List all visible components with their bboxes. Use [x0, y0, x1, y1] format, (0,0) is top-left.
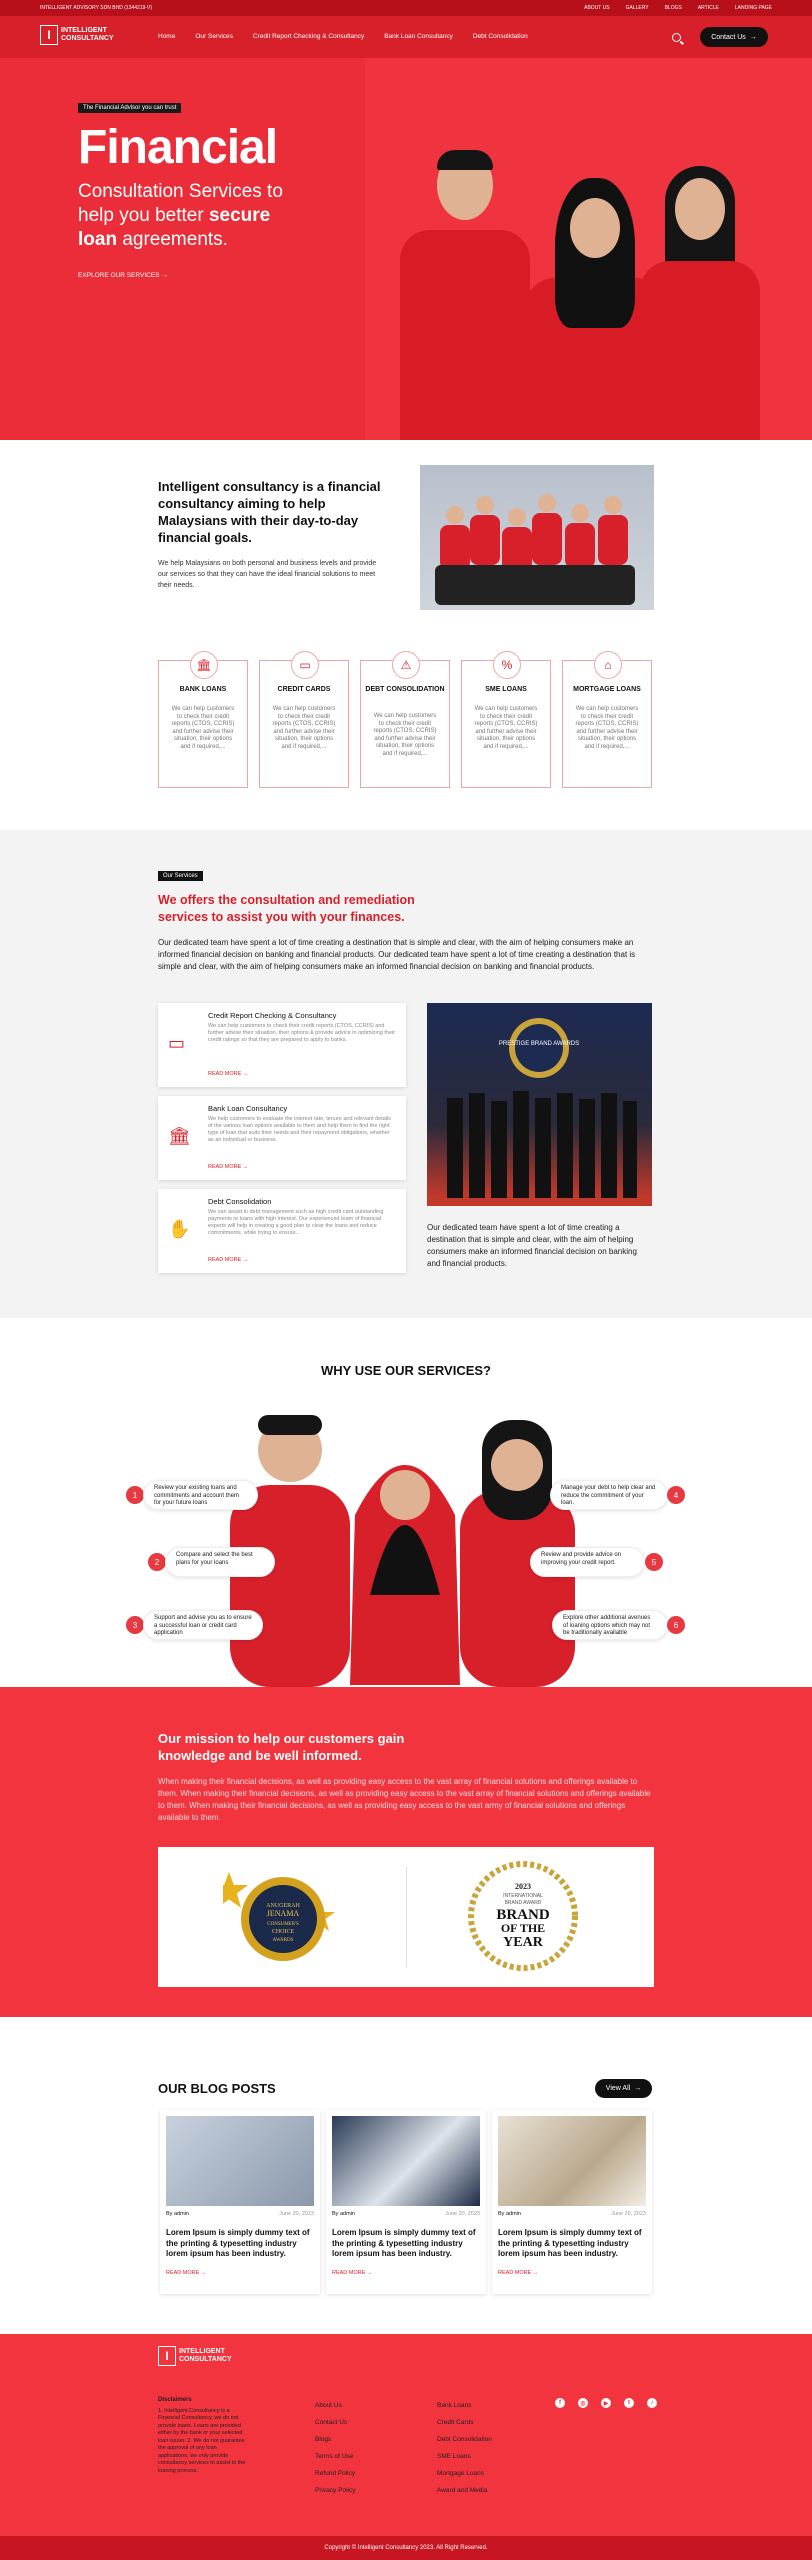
top-link-article[interactable]: ARTICLE — [697, 5, 719, 11]
service-item-credit-report[interactable]: ▭ Credit Report Checking & Consultancy We can help customers to check their credit reports (CTOS, CCRIS) and further advise their situation, their options & provide advice in optimizing their credit ratings so that they are prepared to apply to banks. READ MORE → — [158, 1003, 406, 1087]
main-nav — [158, 33, 528, 40]
svg-text:CONSUMER'S: CONSUMER'S — [267, 1922, 299, 1927]
why-heading: WHY USE OUR SERVICES? — [321, 1363, 491, 1378]
nav-credit-report[interactable]: Credit Report Checking & Consultancy — [252, 33, 365, 40]
nav-home[interactable]: Home — [158, 33, 176, 40]
copyright: Copyright © Intelligent Consultancy 2023. All Right Reserved. — [0, 2536, 812, 2560]
tiktok-icon[interactable]: ♪ — [647, 2398, 657, 2408]
arrow-right-icon: → — [634, 2085, 642, 2092]
blog-card-1[interactable]: By admin June 20, 2023 Lorem Ipsum is simply dummy text of the printing & typesetting industry lorem ipsum has been industry. READ MORE → — [160, 2110, 320, 2294]
awards-divider — [406, 1867, 407, 1967]
services-heading: We offers the consultation and remediation services to assist you with your finances. — [158, 893, 415, 924]
blog-card-3[interactable]: By admin June 20, 2023 Lorem Ipsum is simply dummy text of the printing & typesetting industry lorem ipsum has been industry. READ MORE → — [492, 2110, 652, 2294]
awards-box — [158, 1847, 654, 1987]
mission-heading: Our mission to help our customers gain knowledge and be well informed. — [158, 1731, 405, 1763]
why-people-image — [210, 1395, 600, 1687]
nav-debt-consolidation[interactable]: Debt Consolidation — [472, 33, 528, 40]
logo-line-2: CONSULTANCY — [61, 35, 114, 42]
footer-links-services — [437, 2397, 492, 2499]
footer-link-debt[interactable]: Debt Consolidation — [437, 2436, 492, 2443]
services-paragraph: Our dedicated team have spent a lot of time creating a destination that is simple and clear, with the aim of helping consumers make an informed financial decision on banking and financial products. Our dedicated team have spent a lot of time creating a destination that is simple and clear, with the aim of helping consumers make an informed financial decision on banking and financial products. — [158, 938, 636, 971]
footer-link-privacy[interactable]: Privacy Policy — [315, 2487, 356, 2494]
read-more-link[interactable]: READ MORE → — [332, 2270, 373, 2276]
svg-text:AWARDS: AWARDS — [272, 1938, 294, 1943]
read-more-link[interactable]: READ MORE → — [208, 1257, 249, 1263]
service-card-sme-loans[interactable]: % SME LOANS We can help customers to check their credit reports (CTOS, CCRIS) and further advise their situation, their options and if required,... — [461, 660, 551, 788]
svg-text:INTERNATIONAL: INTERNATIONAL — [503, 1893, 543, 1899]
hero-title: Financial — [78, 121, 278, 174]
service-card-debt-consolidation[interactable]: ⚠ DEBT CONSOLIDATION We can help customers to check their credit reports (CTOS, CCRIS) and further advise their situation, their options and if required,... — [360, 660, 450, 788]
footer-link-mortgage[interactable]: Mortgage Loans — [437, 2470, 484, 2477]
consumer-choice-award-logo — [223, 1857, 343, 1977]
read-more-link[interactable]: READ MORE → — [208, 1071, 249, 1077]
footer-link-sme[interactable]: SME Loans — [437, 2453, 471, 2460]
contact-us-button[interactable]: Contact Us → — [700, 27, 768, 47]
read-more-link[interactable]: READ MORE → — [166, 2270, 207, 2276]
top-bar — [0, 0, 812, 16]
service-cards — [158, 660, 652, 788]
debt-icon: ✋ — [168, 1219, 191, 1239]
facebook-icon[interactable]: f — [555, 2398, 565, 2408]
why-point-2: Compare and select the best plans for your loans — [165, 1547, 275, 1577]
top-link-blogs[interactable]: BLOGS — [664, 5, 682, 11]
arrow-right-icon: → — [749, 33, 757, 41]
footer-link-blogs[interactable]: Blogs — [315, 2436, 332, 2443]
award-caption: Our dedicated team have spent a lot of time creating a destination that is simple and clear, with the aim of helping consumers make an informed financial decision on banking and financial products. — [427, 1223, 637, 1268]
footer-link-bank-loans[interactable]: Bank Loans — [437, 2402, 472, 2409]
hero-person-3 — [640, 166, 760, 440]
top-link-about[interactable]: ABOUT US — [584, 5, 610, 11]
service-card-credit-cards[interactable]: ▭ CREDIT CARDS We can help customers to check their credit reports (CTOS, CCRIS) and further advise their situation, their options and if required,... — [259, 660, 349, 788]
footer-link-terms[interactable]: Terms of Use — [315, 2453, 354, 2460]
svg-text:ANUGERAH: ANUGERAH — [266, 1903, 300, 1909]
section-tag: Our Services — [158, 871, 203, 881]
award-text: PRESTIGE BRAND AWARDS — [498, 1041, 580, 1047]
arrow-right-icon: → — [161, 272, 168, 279]
logo-line-1: INTELLIGENT — [61, 27, 107, 34]
intro-heading: Intelligent consultancy is a financial consultancy aiming to help Malaysians with their day-to-day financial goals. — [158, 479, 381, 545]
footer-link-refund[interactable]: Refund Policy — [315, 2470, 356, 2477]
hero-subtitle: Consultation Services to help you better secure loan agreements. — [78, 181, 283, 250]
svg-text:2023: 2023 — [515, 1882, 531, 1891]
bank-icon: 🏛 — [190, 651, 218, 679]
footer — [0, 2334, 812, 2536]
mission-paragraph: When making their financial decisions, as well as providing easy access to the vast array of financial solutions and offerings available to them. When making their financial decisions, as well as providing easy access to the vast array of financial solutions and offerings available to them. When making their financial decisions, as well as providing easy access to the vast army of financial solutions and offerings available to them. — [158, 1777, 651, 1822]
top-link-landing[interactable]: LANDING PAGE — [734, 5, 772, 11]
blog-card-2[interactable]: By admin June 20, 2023 Lorem Ipsum is simply dummy text of the printing & typesetting industry lorem ipsum has been industry. READ MORE → — [326, 2110, 486, 2294]
svg-text:JENAMA: JENAMA — [266, 1909, 300, 1918]
footer-link-contact[interactable]: Contact Us — [315, 2419, 348, 2426]
hero-badge: The Financial Advisor you can trust — [78, 103, 181, 113]
footer-logo[interactable]: I INTELLIGENT CONSULTANCY — [158, 2346, 232, 2366]
logo[interactable] — [40, 25, 114, 45]
footer-links-company — [315, 2397, 355, 2499]
footer-link-about[interactable]: About Us — [315, 2402, 342, 2409]
brand-of-the-year-award-logo — [463, 1859, 583, 1974]
read-more-link[interactable]: READ MORE → — [208, 1164, 249, 1170]
view-all-button[interactable]: View All → — [595, 2079, 652, 2098]
search-icon[interactable] — [672, 33, 681, 42]
why-point-4: Manage your debt to help clear and reduce the commitment of your loan. — [550, 1480, 668, 1510]
why-number-5: 5 — [643, 1551, 665, 1573]
youtube-icon[interactable]: ▶ — [601, 2398, 611, 2408]
blog-heading: OUR BLOG POSTS — [158, 2081, 276, 2096]
credit-card-icon: ▭ — [291, 651, 319, 679]
blog-image-1 — [166, 2116, 314, 2206]
social-links — [555, 2398, 657, 2408]
explore-services-link[interactable]: EXPLORE OUR SERVICES → — [78, 272, 168, 279]
top-links — [584, 5, 772, 11]
blog-image-2 — [332, 2116, 480, 2206]
service-item-bank-loan[interactable]: 🏛 Bank Loan Consultancy We help customers to evaluate the interest rate, tenure and relevant details of the various loan options available to them and help them to find the right type of loan that suits their needs and their repayment obligations, whether as an individual or business. READ MORE → — [158, 1096, 406, 1180]
why-point-6: Explore other additional avenues of loaning options which may not be traditionally available — [552, 1610, 668, 1640]
read-more-link[interactable]: READ MORE → — [498, 2270, 539, 2276]
service-card-mortgage-loans[interactable]: ⌂ MORTGAGE LOANS We can help customers to check their credit reports (CTOS, CCRIS) and further advise their situation, their options and if required,... — [562, 660, 652, 788]
svg-text:BRAND AWARD: BRAND AWARD — [504, 1900, 542, 1906]
footer-link-credit-cards[interactable]: Credit Cards — [437, 2419, 474, 2426]
why-number-2: 2 — [146, 1551, 168, 1573]
blog-image-3 — [498, 2116, 646, 2206]
why-number-6: 6 — [665, 1614, 687, 1636]
why-point-1: Review your existing loans and commitments and account them for your future loans — [143, 1480, 258, 1510]
footer-disclaimer: Disclaimers 1. Intelligent Consultancy is a Financial Consultancy, we do not provide loans. Loans are provided either by the bank or your selected loan issuer. 2. We do not guarantee the approval of any loan applications, we only provide consultancy services to assist in the loaning process. — [158, 2397, 246, 2474]
service-item-debt-consolidation[interactable]: ✋ Debt Consolidation We can assist in debt management such as high credit card outstanding payments or loans with high interest. Our experienced team of financial experts will help in creating a good plan to clear the loans and reduce commitments, while trying to ensure... READ MORE → — [158, 1189, 406, 1273]
instagram-icon[interactable]: ◎ — [578, 2398, 588, 2408]
svg-text:BRAND: BRAND — [496, 1907, 550, 1923]
svg-text:YEAR: YEAR — [503, 1935, 543, 1950]
nav-bank-loan[interactable]: Bank Loan Consultancy — [384, 33, 453, 40]
top-link-gallery[interactable]: GALLERY — [625, 5, 649, 11]
svg-text:OF THE: OF THE — [500, 1921, 546, 1935]
why-number-4: 4 — [665, 1484, 687, 1506]
award-ceremony-photo — [427, 1003, 652, 1206]
team-group-photo — [420, 465, 654, 610]
percent-icon: % — [493, 651, 521, 679]
footer-link-award[interactable]: Award and Media — [437, 2487, 488, 2494]
main-header — [0, 16, 812, 58]
why-point-3: Support and advise you as to ensure a successful loan or credit card application — [143, 1610, 263, 1640]
credit-report-icon: ▭ — [168, 1033, 186, 1053]
nav-our-services[interactable]: Our Services — [195, 33, 233, 40]
hero-person-1 — [400, 150, 530, 440]
debt-icon: ⚠ — [392, 651, 420, 679]
intro-paragraph: We help Malaysians on both personal and business levels and provide our services so that they can have the ideal financial solutions to meet their needs. — [158, 560, 377, 589]
company-registration: INTELLIGENT ADVISORY SDN BHD (1344219-V) — [40, 5, 152, 11]
service-card-bank-loans[interactable]: 🏛 BANK LOANS We can help customers to check their credit reports (CTOS, CCRIS) and further advise their situation, their options and if required,... — [158, 660, 248, 788]
twitter-icon[interactable]: t — [624, 2398, 634, 2408]
why-number-3: 3 — [124, 1614, 146, 1636]
bank-icon: 🏛 — [168, 1126, 191, 1146]
why-point-5: Review and provide advice on improving your credit report. — [530, 1547, 645, 1577]
svg-text:CHOICE: CHOICE — [271, 1929, 295, 1935]
logo-mark: I — [40, 25, 58, 45]
house-icon: ⌂ — [594, 651, 622, 679]
why-number-1: 1 — [124, 1484, 146, 1506]
